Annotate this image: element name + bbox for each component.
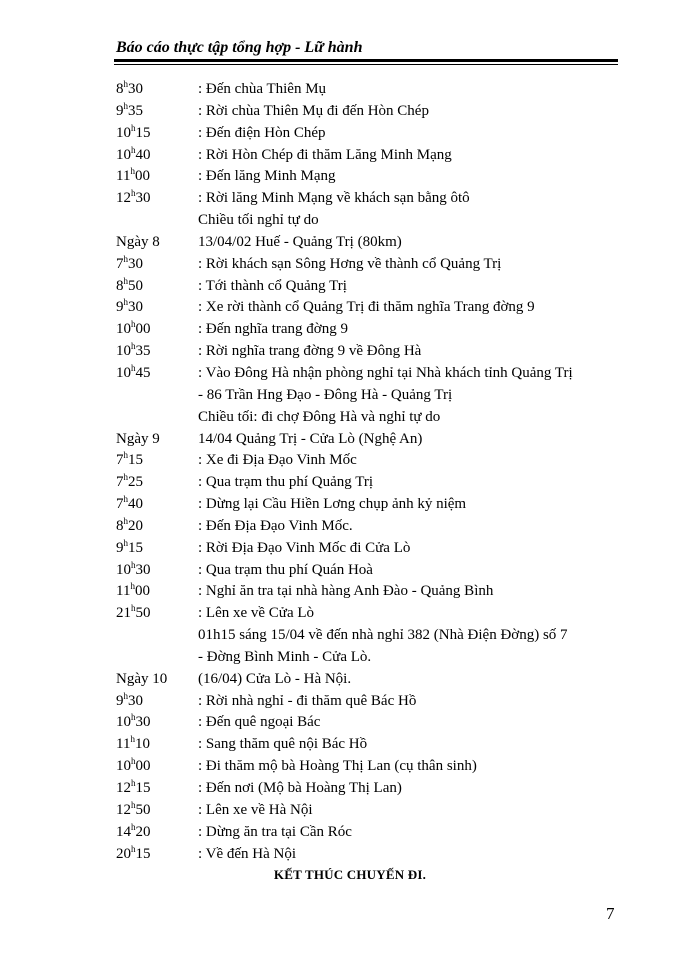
line-text: (16/04) Cửa Lò - Hà Nội. xyxy=(198,670,352,687)
line-text: Chiều tối nghỉ tự do xyxy=(198,212,319,229)
itinerary-line xyxy=(116,647,626,669)
time-label xyxy=(116,319,151,339)
time-h-mark: h xyxy=(130,581,135,592)
time-hour: 14 xyxy=(116,823,131,840)
time-hour: 8 xyxy=(116,81,124,97)
time-minute: 30 xyxy=(135,190,151,207)
line-text: : Về đến Hà Nội xyxy=(198,845,297,862)
time-label xyxy=(116,254,143,274)
time-minute: 40 xyxy=(128,496,143,513)
time-hour: 11 xyxy=(116,168,131,185)
time-hour: 11 xyxy=(116,583,131,600)
time-label xyxy=(116,800,151,820)
time-hour: 10 xyxy=(116,364,131,381)
time-minute: 00 xyxy=(134,583,150,600)
time-hour: 10 xyxy=(116,758,131,775)
line-text: : Lên xe về Cửa Lò xyxy=(198,605,315,622)
time-h-mark: h xyxy=(131,188,136,199)
line-text: : Xe rời thành cổ Quảng Trị đi thăm nghĩa Trang đờng 9 xyxy=(198,299,535,316)
time-hour: 21 xyxy=(116,605,131,622)
line-text: : Đến điện Hòn Chép xyxy=(198,124,326,141)
time-label xyxy=(116,79,143,99)
time-h-mark: h xyxy=(130,734,135,745)
line-text: : Sang thăm quê nội Bác Hồ xyxy=(198,736,368,753)
time-minute: 15 xyxy=(128,452,143,469)
time-label xyxy=(116,123,151,143)
time-minute: 20 xyxy=(135,823,151,840)
itinerary-line xyxy=(116,297,626,319)
itinerary-line xyxy=(116,581,626,603)
itinerary-line xyxy=(116,166,626,188)
line-text: : Rời Hòn Chép đi thăm Lăng Minh Mạng xyxy=(198,146,452,163)
itinerary-line xyxy=(116,254,626,276)
line-text: : Đi thăm mộ bà Hoàng Thị Lan (cụ thân sinh) xyxy=(198,758,477,775)
time-hour: 20 xyxy=(116,845,131,862)
time-h-mark: h xyxy=(123,472,128,483)
time-minute: 15 xyxy=(135,780,151,796)
ending-text: KẾT THÚC CHUYẾN ĐI. xyxy=(273,867,427,882)
itinerary-line xyxy=(116,276,626,298)
line-text: : Rời Địa Đạo Vinh Mốc đi Cửa Lò xyxy=(198,539,411,556)
day-label: Ngày 8 xyxy=(116,233,160,250)
time-label xyxy=(116,603,151,623)
time-h-mark: h xyxy=(131,122,136,133)
time-h-mark: h xyxy=(131,712,136,723)
itinerary-line xyxy=(116,603,626,625)
itinerary-line xyxy=(116,319,626,341)
itinerary-line xyxy=(116,188,626,210)
time-hour: 7 xyxy=(116,474,124,491)
time-minute: 00 xyxy=(135,321,151,338)
time-hour: 10 xyxy=(116,124,131,141)
time-hour: 7 xyxy=(116,255,124,272)
time-minute: 00 xyxy=(134,168,150,185)
time-minute: 30 xyxy=(128,692,143,709)
time-minute: 10 xyxy=(134,736,150,753)
time-label xyxy=(116,276,143,296)
time-h-mark: h xyxy=(123,494,128,505)
itinerary-line xyxy=(116,79,626,101)
page-number: 7 xyxy=(606,904,615,923)
header-rule-thick xyxy=(114,59,618,62)
time-minute: 30 xyxy=(128,81,143,97)
time-minute: 35 xyxy=(135,343,151,360)
line-text: Chiều tối: đi chợ Đông Hà và nghỉ tự do xyxy=(198,408,441,425)
itinerary-line xyxy=(116,669,626,691)
time-h-mark: h xyxy=(131,778,136,788)
time-label xyxy=(116,822,151,842)
time-h-mark: h xyxy=(131,341,136,352)
line-text: : Đến nghĩa trang đờng 9 xyxy=(198,321,348,338)
line-text: : Lên xe về Hà Nội xyxy=(198,801,313,818)
time-minute: 30 xyxy=(135,714,151,731)
line-text: : Rời chùa Thiên Mụ đi đến Hòn Chép xyxy=(198,102,429,119)
time-h-mark: h xyxy=(123,515,128,526)
time-h-mark: h xyxy=(131,603,136,614)
line-text: - 86 Trần Hng Đạo - Đông Hà - Quảng Trị xyxy=(198,386,453,403)
time-label xyxy=(116,494,143,514)
line-text: : Đến Địa Đạo Vinh Mốc. xyxy=(198,517,353,534)
time-label xyxy=(116,756,151,776)
itinerary-line xyxy=(116,341,626,363)
time-h-mark: h xyxy=(131,821,136,832)
time-hour: 12 xyxy=(116,190,131,207)
time-h-mark: h xyxy=(123,450,128,461)
time-minute: 35 xyxy=(128,102,143,119)
time-h-mark: h xyxy=(123,79,128,89)
time-label xyxy=(116,297,143,317)
line-text: : Đến nơi (Mộ bà Hoàng Thị Lan) xyxy=(198,780,402,796)
time-h-mark: h xyxy=(123,253,128,264)
time-h-mark: h xyxy=(123,100,128,111)
time-hour: 8 xyxy=(116,277,124,294)
line-text: : Đến chùa Thiên Mụ xyxy=(198,81,327,97)
time-hour: 10 xyxy=(116,321,131,338)
line-text: : Qua trạm thu phí Quảng Trị xyxy=(198,474,373,491)
itinerary-line xyxy=(116,538,626,560)
time-hour: 9 xyxy=(116,102,124,119)
time-h-mark: h xyxy=(123,275,128,286)
time-label xyxy=(116,734,150,754)
itinerary-line xyxy=(116,800,626,822)
time-minute: 50 xyxy=(135,605,151,622)
itinerary-line xyxy=(116,691,626,713)
line-text: : Rời khách sạn Sông Hơng về thành cổ Quảng Trị xyxy=(198,255,502,272)
time-h-mark: h xyxy=(123,297,128,308)
time-minute: 15 xyxy=(135,124,151,141)
line-text: 01h15 sáng 15/04 về đến nhà nghỉ 382 (Nhà Điện Đờng) số 7 xyxy=(198,627,568,644)
itinerary-line xyxy=(116,385,626,407)
time-hour: 10 xyxy=(116,714,131,731)
line-text: : Rời lăng Minh Mạng về khách sạn bằng ôtô xyxy=(198,190,470,207)
line-text: : Rời nghĩa trang đờng 9 về Đông Hà xyxy=(198,343,422,360)
page-header: Báo cáo thực tập tổng hợp - Lữ hành xyxy=(116,39,363,56)
itinerary-line xyxy=(116,822,626,844)
line-text: : Nghỉ ăn tra tại nhà hàng Anh Đào - Quảng Bình xyxy=(198,583,494,600)
itinerary-line xyxy=(116,844,626,866)
day-label: Ngày 10 xyxy=(116,670,168,687)
time-hour: 12 xyxy=(116,780,131,796)
line-text: 13/04/02 Huế - Quảng Trị (80km) xyxy=(198,233,402,250)
day-label: Ngày 9 xyxy=(116,430,160,447)
time-minute: 50 xyxy=(135,801,151,818)
time-label xyxy=(116,341,151,361)
time-label xyxy=(116,538,143,558)
time-hour: 7 xyxy=(116,496,124,513)
line-text: : Tới thành cổ Quảng Trị xyxy=(198,277,347,294)
time-hour: 12 xyxy=(116,801,131,818)
time-h-mark: h xyxy=(131,144,136,155)
itinerary-line xyxy=(116,101,626,123)
line-text: : Dừng ăn tra tại Cần Róc xyxy=(198,823,352,840)
time-label xyxy=(116,712,151,732)
time-h-mark: h xyxy=(131,799,136,810)
itinerary-line xyxy=(116,407,626,429)
line-text: : Đến quê ngoại Bác xyxy=(198,714,321,731)
itinerary-line xyxy=(116,625,626,647)
time-label xyxy=(116,472,143,492)
time-hour: 9 xyxy=(116,299,124,316)
time-minute: 20 xyxy=(128,517,143,534)
time-minute: 15 xyxy=(128,539,143,556)
time-minute: 50 xyxy=(128,277,143,294)
time-label xyxy=(116,166,150,186)
itinerary-line xyxy=(116,756,626,778)
itinerary-line xyxy=(116,778,626,800)
itinerary-list xyxy=(116,79,626,865)
itinerary-line xyxy=(116,145,626,167)
time-minute: 40 xyxy=(135,146,151,163)
time-minute: 15 xyxy=(135,845,151,862)
itinerary-line xyxy=(116,210,626,232)
time-hour: 11 xyxy=(116,736,131,753)
time-minute: 30 xyxy=(128,299,143,316)
time-label xyxy=(116,844,151,864)
time-h-mark: h xyxy=(123,690,128,701)
line-text: - Đờng Bình Minh - Cửa Lò. xyxy=(198,648,372,665)
itinerary-line xyxy=(116,363,626,385)
time-hour: 9 xyxy=(116,692,124,709)
time-label xyxy=(116,363,151,383)
time-label xyxy=(116,101,143,121)
line-text: 14/04 Quảng Trị - Cửa Lò (Nghệ An) xyxy=(198,430,423,447)
itinerary-line xyxy=(116,450,626,472)
time-minute: 30 xyxy=(135,561,151,578)
time-hour: 10 xyxy=(116,561,131,578)
itinerary-line xyxy=(116,516,626,538)
time-label xyxy=(116,145,151,165)
time-minute: 00 xyxy=(135,758,151,775)
time-label xyxy=(116,778,151,798)
time-label xyxy=(116,560,151,580)
time-h-mark: h xyxy=(123,537,128,548)
time-minute: 45 xyxy=(135,364,151,381)
time-minute: 30 xyxy=(128,255,143,272)
time-hour: 7 xyxy=(116,452,124,469)
time-label xyxy=(116,188,151,208)
line-text: : Qua trạm thu phí Quán Hoà xyxy=(198,561,373,578)
itinerary-line xyxy=(116,472,626,494)
time-h-mark: h xyxy=(131,756,136,767)
line-text: : Rời nhà nghỉ - đi thăm quê Bác Hồ xyxy=(198,692,417,709)
itinerary-line xyxy=(116,123,626,145)
time-hour: 10 xyxy=(116,343,131,360)
line-text: : Vào Đông Hà nhận phòng nghỉ tại Nhà khách tỉnh Quảng Trị xyxy=(198,364,573,381)
time-label xyxy=(116,581,150,601)
line-text: : Đến lăng Minh Mạng xyxy=(198,168,336,185)
time-label xyxy=(116,450,143,470)
time-h-mark: h xyxy=(131,319,136,330)
time-label xyxy=(116,691,143,711)
itinerary-line xyxy=(116,494,626,516)
header-rule-thin xyxy=(114,64,618,65)
line-text: : Xe đi Địa Đạo Vinh Mốc xyxy=(198,452,357,469)
itinerary-line xyxy=(116,232,626,254)
time-h-mark: h xyxy=(131,559,136,570)
time-hour: 10 xyxy=(116,146,131,163)
itinerary-line xyxy=(116,734,626,756)
time-minute: 25 xyxy=(128,474,143,491)
line-text: : Dừng lại Cầu Hiền Lơng chụp ảnh kỷ niệm xyxy=(198,496,467,513)
itinerary-line xyxy=(116,560,626,582)
time-label xyxy=(116,516,143,536)
time-h-mark: h xyxy=(130,166,135,177)
time-hour: 8 xyxy=(116,517,124,534)
time-h-mark: h xyxy=(131,362,136,373)
itinerary-line xyxy=(116,712,626,734)
time-hour: 9 xyxy=(116,539,124,556)
time-h-mark: h xyxy=(131,843,136,854)
itinerary-line xyxy=(116,429,626,451)
